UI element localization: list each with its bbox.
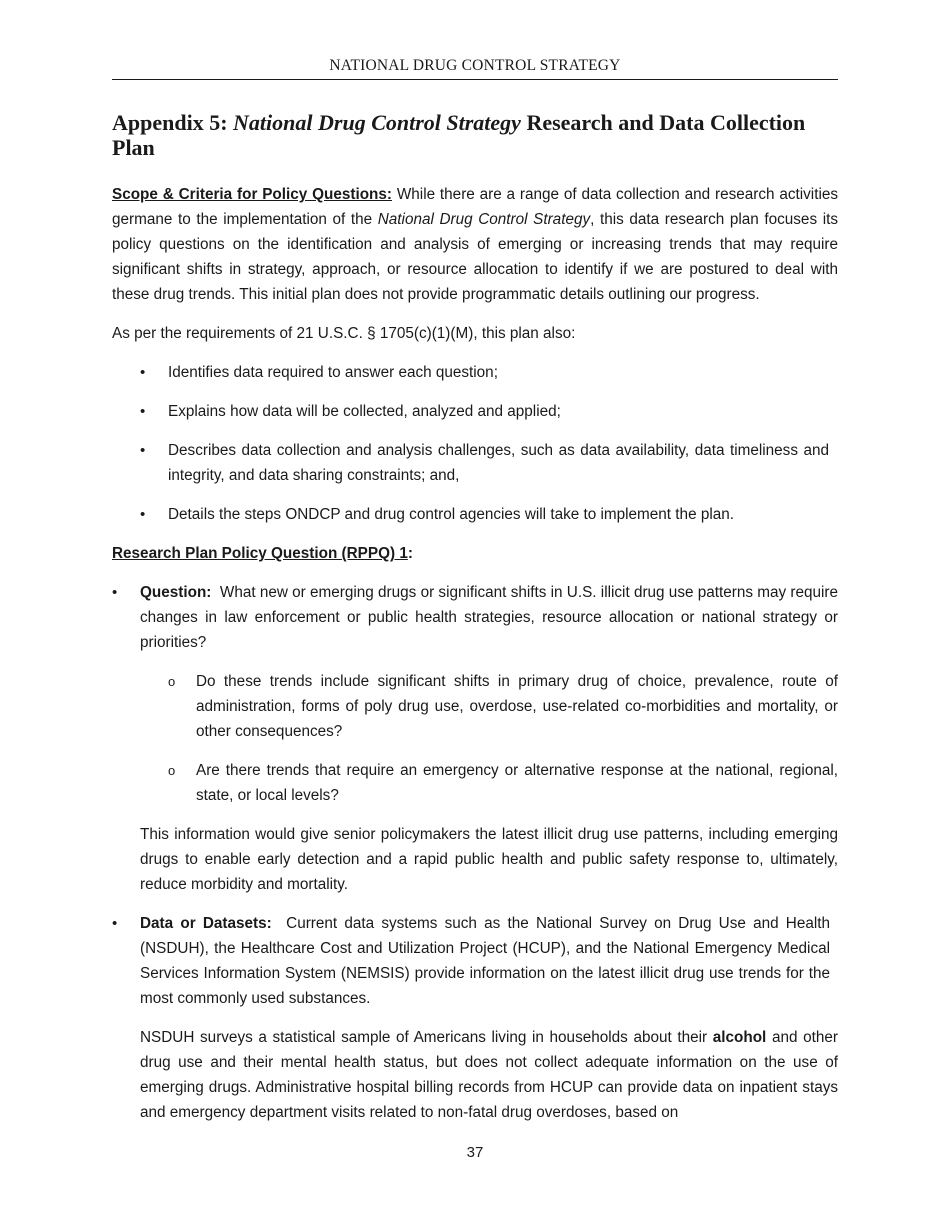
question-item <box>112 580 839 897</box>
question-sub-list <box>140 669 838 808</box>
rppq1-heading-text: Research Plan Policy Question (RPPQ) 1 <box>112 545 408 562</box>
nsduh-paragraph <box>140 1025 838 1125</box>
datasets-text <box>140 911 830 1011</box>
nsduh-text-1: NSDUH surveys a statistical sample of Americans living in households about their <box>140 1029 713 1046</box>
circle-bullet-glyph: o <box>168 674 176 689</box>
bullet-glyph: • <box>140 403 146 420</box>
title-prefix: Appendix 5: <box>112 110 234 135</box>
page-title <box>112 110 838 160</box>
datasets-body: Current data systems such as the National Survey on Drug Use and Health (NSDUH), the Healthcare Cost and Utilization Project (HCUP), and the National Emergency Medical Services Information System (NEMSIS) provide information on the latest illicit drug use trends for the most commonly used substances. <box>140 915 831 1007</box>
question-label: Question: <box>140 584 212 601</box>
bullet-glyph: • <box>112 584 118 601</box>
rppq1-list <box>112 580 838 1125</box>
circle-bullet-glyph: o <box>168 763 176 778</box>
page-number: 37 <box>466 1144 484 1161</box>
list-item-text: Explains how data will be collected, analyzed and applied; <box>168 403 561 420</box>
nsduh-text-2: and other drug use and their mental health status, but does not collect adequate information on the use of emerging drugs. Administrative hospital billing records from HCUP can provide data on inpatient stays and emergency department visits related to non-fatal drug overdoses, based on <box>140 1029 838 1121</box>
sub-list-item <box>168 758 838 808</box>
document-page <box>112 0 838 1230</box>
bullet-glyph: • <box>112 915 118 932</box>
question-followup: This information would give senior policymakers the latest illicit drug use patterns, including emerging drugs to enable early detection and a rapid public health and public safety response to, ultimately, reduce morbidity and mortality. <box>140 826 838 893</box>
bullet-glyph: • <box>140 506 146 523</box>
scope-paragraph <box>112 182 838 307</box>
sub-item-text: Are there trends that require an emergency or alternative response at the national, regional, state, or local levels? <box>196 762 838 804</box>
scope-italic: National Drug Control Strategy <box>377 211 591 228</box>
list-item <box>140 360 829 385</box>
requirements-list <box>112 360 829 527</box>
list-item-text: Identifies data required to answer each question; <box>168 364 498 381</box>
running-header: NATIONAL DRUG CONTROL STRATEGY <box>329 57 621 74</box>
title-italic: National Drug Control Strategy <box>233 110 521 135</box>
rppq1-heading <box>112 541 838 566</box>
bullet-glyph: • <box>140 364 146 381</box>
scope-text-2: , this data research plan focuses its policy questions on the identification and analysis of emerging or increasing trends that may require significant shifts in strategy, approach, or resource allocation to identify if we are postured to deal with these drug trends. This initial plan does not provide programmatic details outlining our progress. <box>112 211 838 303</box>
page-content <box>112 110 838 1139</box>
title-suffix: Research and Data Collection Plan <box>112 110 806 160</box>
sub-item-text: Do these trends include significant shifts in primary drug of choice, prevalence, route of administration, forms of poly drug use, overdose, use-related co-morbidities and mortality, or other consequences? <box>196 673 838 740</box>
scope-text-1: While there are a range of data collection and research activities germane to the implementation of the <box>112 186 838 228</box>
list-item <box>140 438 829 488</box>
scope-label: Scope & Criteria for Policy Questions: <box>112 186 393 203</box>
question-text <box>140 580 838 655</box>
list-item-text: Details the steps ONDCP and drug control agencies will take to implement the plan. <box>168 506 734 523</box>
datasets-item <box>112 911 838 1125</box>
list-item <box>140 502 829 527</box>
list-item <box>140 399 829 424</box>
requirements-intro: As per the requirements of 21 U.S.C. § 1705(c)(1)(M), this plan also: <box>112 325 576 342</box>
sub-list-item <box>168 669 838 744</box>
rppq1-heading-colon: : <box>407 545 413 562</box>
nsduh-bold: alcohol <box>712 1029 767 1046</box>
header-rule <box>112 79 838 80</box>
list-item-text: Describes data collection and analysis challenges, such as data availability, data timeliness and integrity, and data sharing constraints; and, <box>168 442 829 484</box>
question-body: What new or emerging drugs or significant shifts in U.S. illicit drug use patterns may require changes in law enforcement or public health strategies, resource allocation or national strategy or priorities? <box>140 584 839 651</box>
datasets-label: Data or Datasets: <box>140 915 272 932</box>
bullet-glyph: • <box>140 442 146 459</box>
